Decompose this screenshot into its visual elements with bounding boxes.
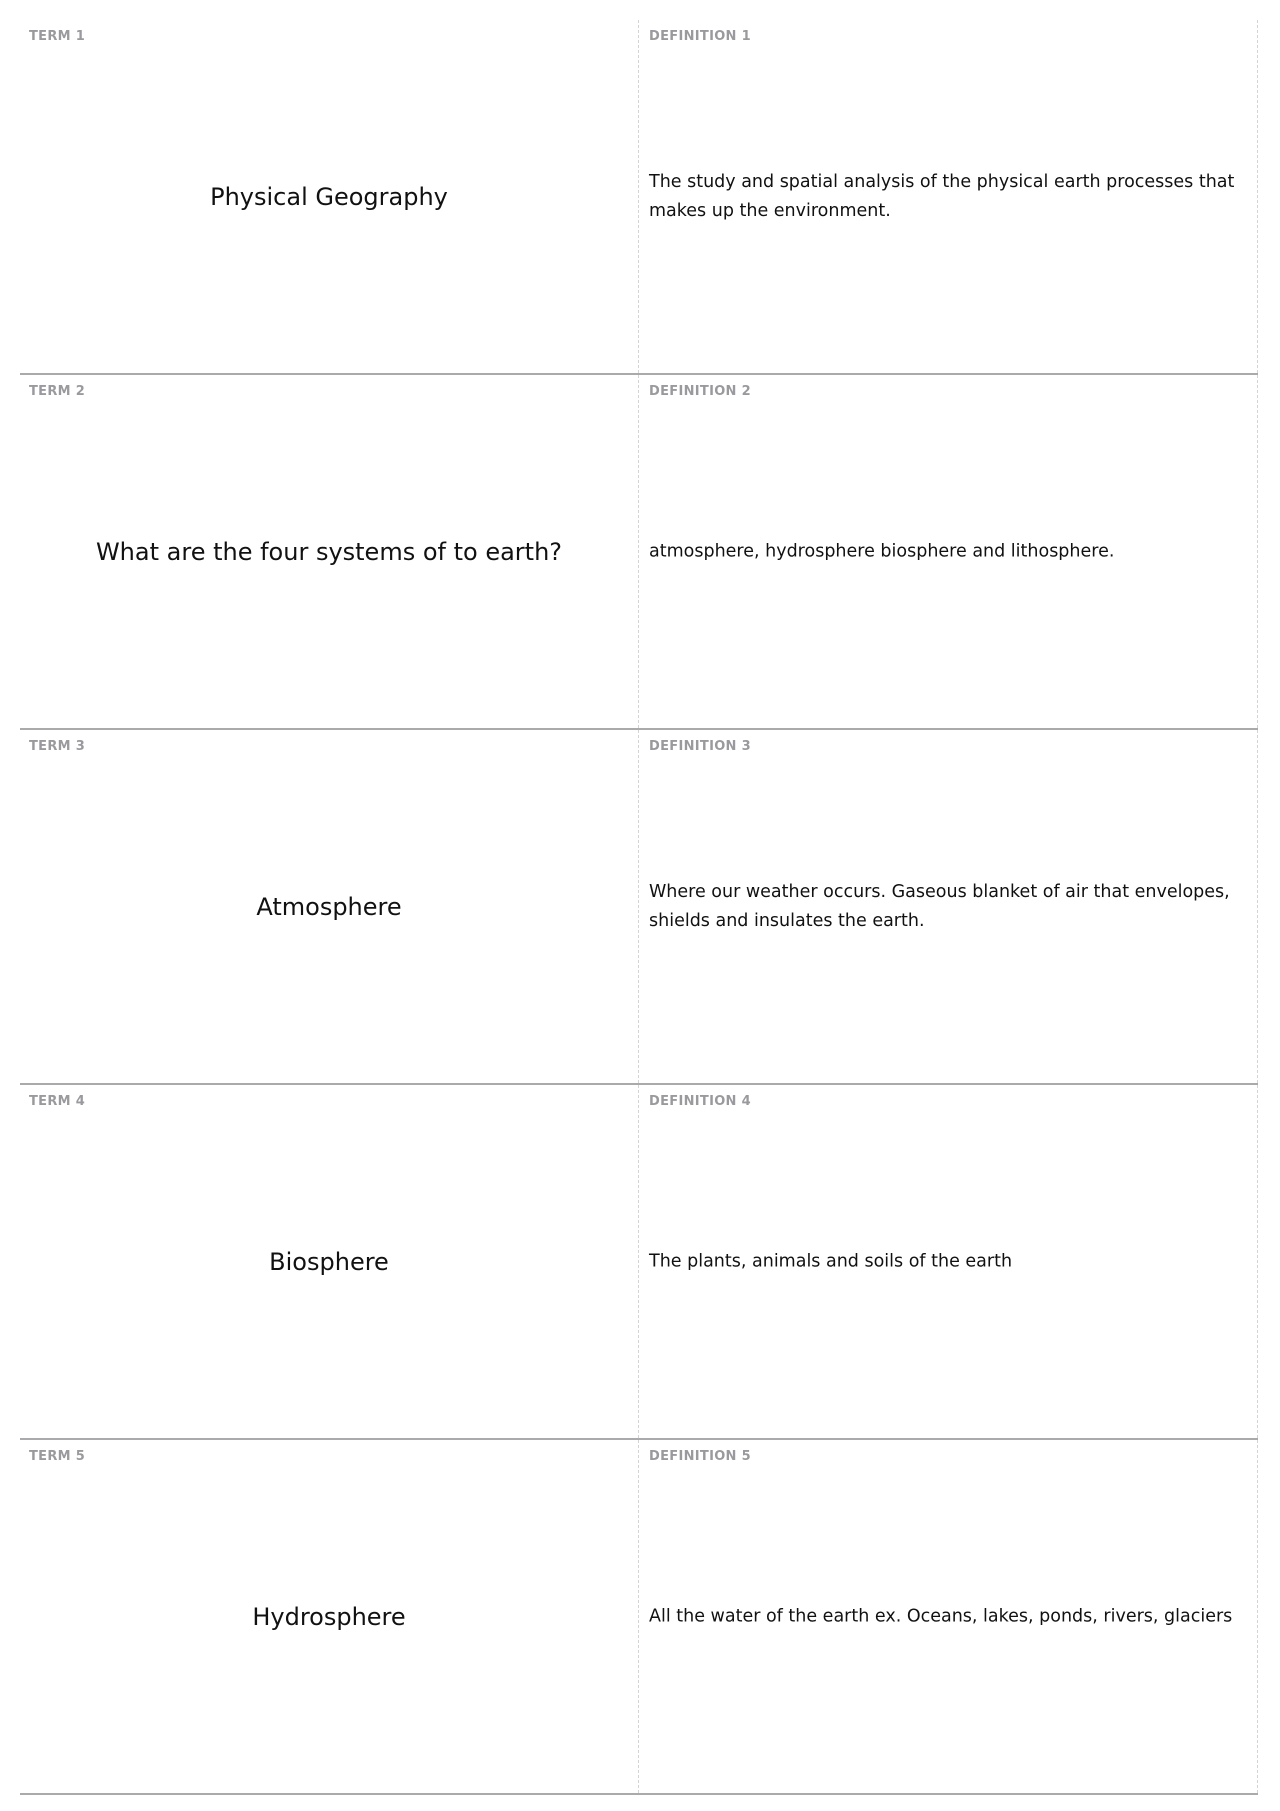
- definition-label: DEFINITION 2: [649, 384, 751, 399]
- term-label: TERM 2: [29, 384, 86, 399]
- term-cell: [20, 1085, 639, 1438]
- definition-cell: [639, 1440, 1258, 1793]
- term-label: TERM 1: [29, 29, 86, 44]
- definition-label: DEFINITION 1: [649, 29, 751, 44]
- definition-cell: [639, 1085, 1258, 1438]
- term-cell: [20, 1440, 639, 1793]
- term-text: Physical Geography: [210, 182, 448, 211]
- term-label: TERM 4: [29, 1094, 86, 1109]
- definition-text: All the water of the earth ex. Oceans, lakes, ponds, rivers, glaciers: [649, 1606, 1233, 1626]
- term-label: TERM 3: [29, 739, 86, 754]
- term-cell: [20, 20, 639, 373]
- term-text: Biosphere: [269, 1247, 389, 1276]
- term-cell: [20, 375, 639, 728]
- flashcard-row: [20, 1440, 1258, 1795]
- term-cell: [20, 730, 639, 1083]
- definition-label: DEFINITION 3: [649, 739, 751, 754]
- term-text: What are the four systems of to earth?: [95, 537, 563, 566]
- definition-label: DEFINITION 4: [649, 1094, 751, 1109]
- flashcard-row: [20, 20, 1258, 375]
- definition-text: Where our weather occurs. Gaseous blanket of air that envelopes, shields and insulates the earth.: [649, 881, 1230, 931]
- definition-text: The study and spatial analysis of the physical earth processes that makes up the environment.: [649, 171, 1235, 221]
- term-text: Hydrosphere: [252, 1602, 406, 1631]
- definition-cell: [639, 730, 1258, 1083]
- flashcard-row: [20, 730, 1258, 1085]
- definition-cell: [639, 20, 1258, 373]
- term-text: Atmosphere: [256, 892, 402, 921]
- flashcard-sheet: [20, 20, 1258, 1795]
- flashcard-row: [20, 1085, 1258, 1440]
- definition-label: DEFINITION 5: [649, 1449, 751, 1464]
- term-label: TERM 5: [29, 1449, 86, 1464]
- definition-text: The plants, animals and soils of the earth: [649, 1251, 1013, 1271]
- definition-text: atmosphere, hydrosphere biosphere and lithosphere.: [649, 541, 1115, 561]
- definition-cell: [639, 375, 1258, 728]
- flashcard-row: [20, 375, 1258, 730]
